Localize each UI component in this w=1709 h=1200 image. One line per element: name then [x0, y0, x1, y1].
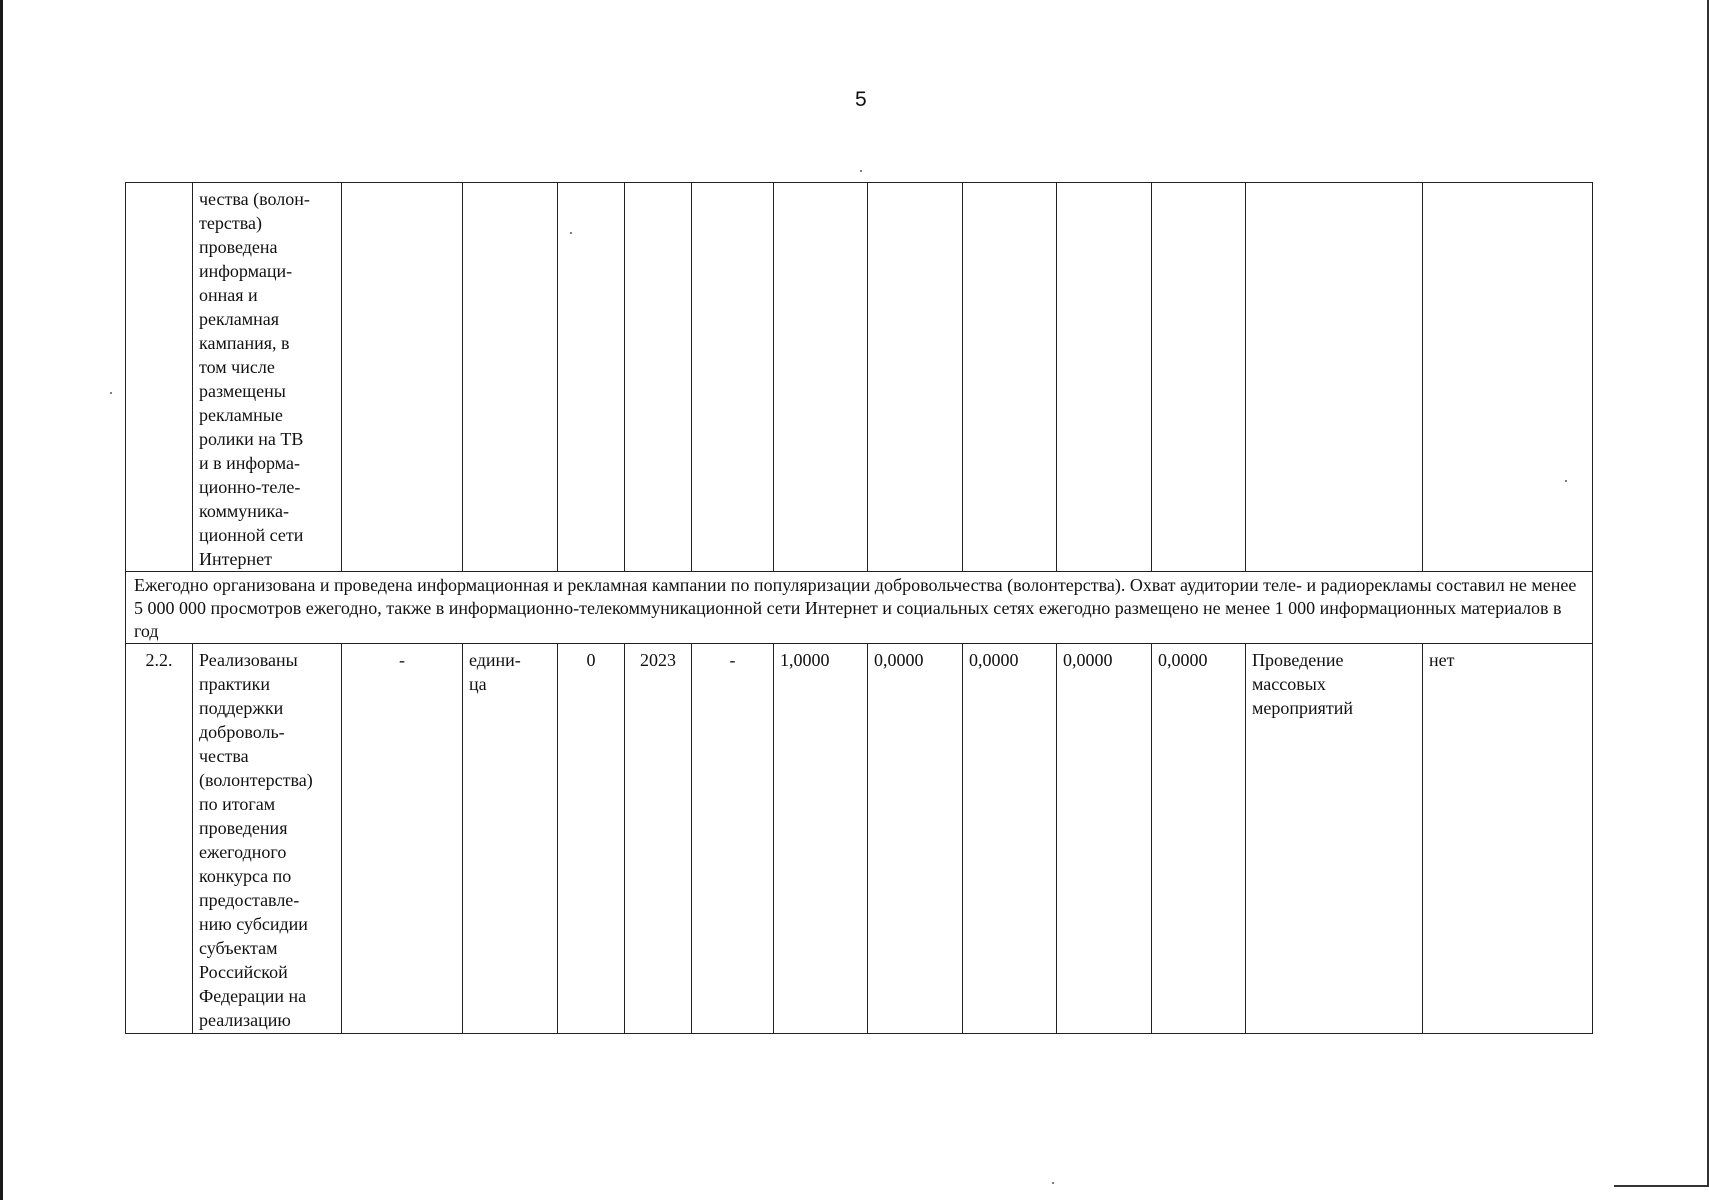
result-name-text: чества (волон- терства) проведена информаци- онная и рекламная кампания, в том числе размещены рекламные ролики на ТВ и в информа- ционно-теле- коммуника- ционной сети Интернет [199, 189, 310, 569]
summary-text: Ежегодно организована и проведена информационная и рекламная кампании по популяризации добровольчества (волонтерства). Охват аудитории теле- и радиорекламы составил не менее 5 000 000 просмотров ежегодно, также в информационно-телекоммуникационной сети Интернет и социальных сетях ежегодно размещено не менее 1 000 информационных материалов в год [126, 572, 1593, 644]
cell-year: 2023 [625, 644, 692, 1034]
table-row-continuation [126, 183, 1593, 572]
unit-text: едини- ца [469, 650, 521, 694]
cell-value-3: 0,0000 [963, 644, 1057, 1034]
cell-empty [868, 183, 963, 572]
scan-left-edge [0, 0, 3, 1200]
scan-speck [1052, 1182, 1054, 1184]
event-type-text: Проведение массовых мероприятий [1252, 650, 1354, 718]
cell-empty [463, 183, 558, 572]
scan-bottom-edge [1614, 1185, 1709, 1187]
cell-result-name [193, 644, 342, 1034]
cell-value-4: 0,0000 [1057, 644, 1152, 1034]
cell-number: 2.2. [126, 644, 193, 1034]
page-number: 5 [855, 88, 867, 111]
cell-value-2: 0,0000 [868, 644, 963, 1034]
cell-value-5: 0,0000 [1152, 644, 1246, 1034]
scan-speck [860, 170, 862, 172]
cell-empty [1152, 183, 1246, 572]
cell-value-1: 1,0000 [774, 644, 868, 1034]
cell-empty [774, 183, 868, 572]
scan-speck [110, 392, 112, 394]
scan-speck [570, 232, 572, 234]
result-name-text: Реализованы практики поддержки доброволь- чества (волонтерства) по итогам проведения ежегодного конкурса по предоставле- нию субсидии субъектам Российской Федерации на реализацию [199, 650, 313, 1030]
cell-last: нет [1423, 644, 1593, 1034]
indicators-table [125, 182, 1593, 1034]
cell-empty [1057, 183, 1152, 572]
cell-base-value: 0 [558, 644, 625, 1034]
cell-empty [1423, 183, 1593, 572]
cell-empty [342, 183, 463, 572]
cell-empty [692, 183, 774, 572]
table-row-summary [126, 572, 1593, 644]
cell-empty [625, 183, 692, 572]
cell-empty [1246, 183, 1423, 572]
cell-event-type [1246, 644, 1423, 1034]
cell-dash: - [342, 644, 463, 1034]
cell-result-name [193, 183, 342, 572]
cell-unit [463, 644, 558, 1034]
cell-dash: - [692, 644, 774, 1034]
cell-number [126, 183, 193, 572]
scan-speck [1565, 480, 1567, 482]
cell-empty [963, 183, 1057, 572]
cell-empty [558, 183, 625, 572]
table-row-2-2 [126, 644, 1593, 1034]
